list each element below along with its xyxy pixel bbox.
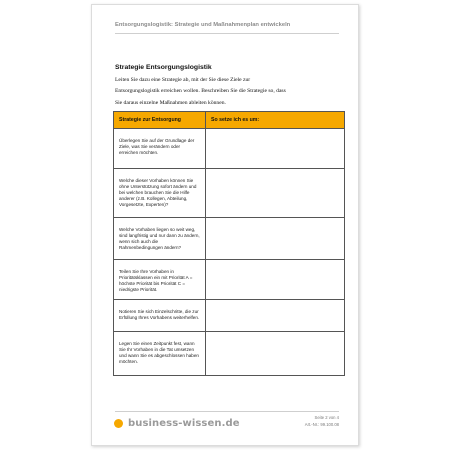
document-header-title: Entsorgungslogistik: Strategie und Maßnahmenplan entwickeln [115, 22, 291, 28]
answer-cell[interactable] [206, 218, 345, 260]
table-row [114, 129, 345, 169]
prompt-cell: Teilen Sie Ihre Vorhaben in Prioritätsklassen ein mit Priorität A = höchste Priorität bis Priorität C = niedrigste Priorität. [114, 260, 206, 300]
intro-line: Sie daraus einzelne Maßnahmen ableiten können. [115, 99, 226, 106]
intro-line: Leiten Sie dazu eine Strategie ab, mit der Sie diese Ziele zur [115, 77, 251, 83]
document-page [91, 4, 359, 446]
intro-line: Entsorgungslogistik erreichen wollen. Beschreiben Sie die Strategie so, dass [115, 88, 286, 95]
table-row [114, 300, 345, 332]
prompt-cell: Notieren Sie sich Einzelschritte, die zur Erfüllung Ihres Vorhabens weiterhelfen. [114, 300, 206, 332]
table-row [114, 218, 345, 260]
strategy-table [113, 111, 345, 376]
column-header-strategy: Strategie zur Entsorgung [114, 112, 206, 129]
prompt-cell: Welche Vorhaben liegen so weit weg, sind langfristig und nur dann zu ändern, wenn sich auch die Rahmenbedingungen ändern? [114, 218, 206, 260]
logo-dot-icon [114, 419, 123, 428]
answer-cell[interactable] [206, 300, 345, 332]
article-number: Art.-Nr.: 99.100.08 [304, 422, 339, 427]
prompt-cell: Legen Sie einen Zeitpunkt fest, wann Sie Ihr Vorhaben in die Tat umsetzen und wann Sie es abgeschlossen haben möchten. [114, 332, 206, 376]
table-header-row [114, 112, 345, 129]
answer-cell[interactable] [206, 260, 345, 300]
brand-logo [114, 418, 240, 429]
table-row [114, 169, 345, 218]
footer-divider [115, 411, 339, 412]
footer-meta [305, 414, 339, 428]
answer-cell[interactable] [206, 169, 345, 218]
header-divider [115, 33, 339, 34]
prompt-cell: Überlegen Sie auf der Grundlage der Ziele, was Sie verändern oder erreichen möchten. [114, 129, 206, 169]
table-row [114, 332, 345, 376]
page-number: Seite 2 von 4 [314, 415, 339, 420]
prompt-cell: Welche dieser Vorhaben können Sie ohne Unterstützung sofort ändern und bei welchen brauchen Sie die Hilfe anderer (z.B. Kollegen, Abteilung, Vorgesetzte, Experten)? [114, 169, 206, 218]
brand-name: business-wissen.de [128, 418, 240, 429]
intro-paragraph [115, 75, 335, 109]
answer-cell[interactable] [206, 129, 345, 169]
table-row [114, 260, 345, 300]
column-header-implementation: So setze ich es um: [206, 112, 345, 129]
answer-cell[interactable] [206, 332, 345, 376]
section-title: Strategie Entsorgungslogistik [115, 64, 212, 71]
